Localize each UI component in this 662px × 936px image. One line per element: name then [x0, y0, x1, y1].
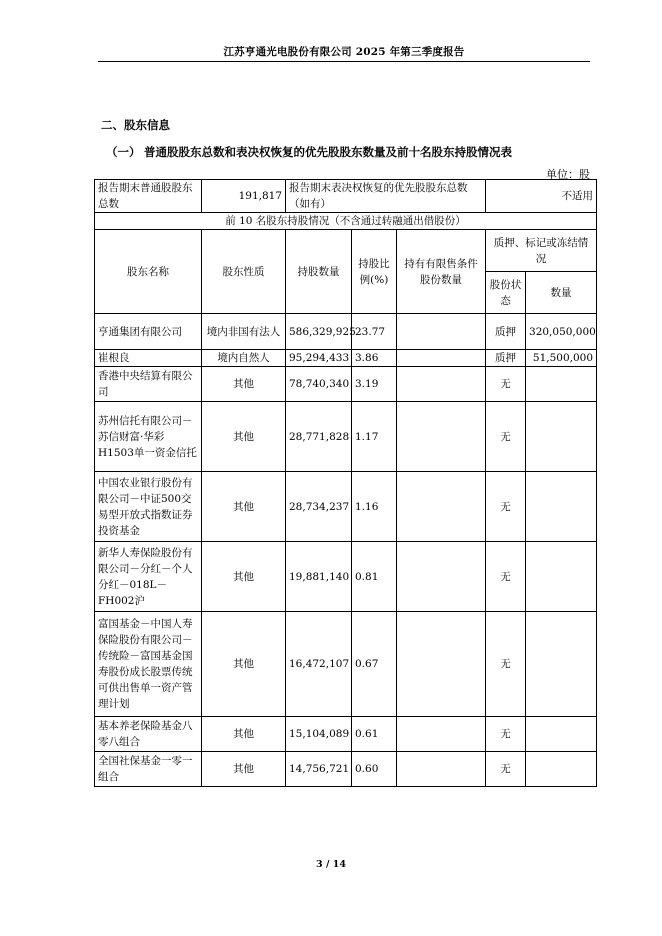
row-qty [526, 612, 597, 717]
subsection-number: （一） [106, 145, 141, 159]
row-shares: 14,756,721 [286, 752, 352, 787]
row-shares: 19,881,140 [286, 542, 352, 612]
row-nature: 境内非国有法人 [202, 314, 286, 350]
row-name: 亨通集团有限公司 [95, 314, 202, 350]
table-row [95, 752, 597, 787]
row-ratio: 0.81 [352, 542, 397, 612]
row-restricted [397, 350, 486, 367]
row-nature: 其他 [202, 717, 286, 752]
row-status: 无 [486, 402, 526, 472]
row-status: 质押 [486, 314, 526, 350]
summary-row [95, 180, 597, 213]
table-row [95, 542, 597, 612]
row-nature: 其他 [202, 402, 286, 472]
row-status: 无 [486, 542, 526, 612]
row-shares: 586,329,925 [286, 314, 352, 350]
header-divider [98, 61, 590, 62]
row-ratio: 1.17 [352, 402, 397, 472]
col-header-shares: 持股数量 [286, 230, 352, 314]
top10-caption: 前 10 名股东持股情况（不含通过转融通出借股份） [95, 213, 597, 230]
table-row [95, 717, 597, 752]
row-status: 无 [486, 612, 526, 717]
row-restricted [397, 542, 486, 612]
row-restricted [397, 752, 486, 787]
row-status: 质押 [486, 350, 526, 367]
row-qty [526, 402, 597, 472]
subsection-title [106, 144, 512, 160]
col-header-nature: 股东性质 [202, 230, 286, 314]
table-row [95, 472, 597, 542]
shareholder-table [94, 179, 597, 787]
preferred-holders-label: 报告期末表决权恢复的优先股股东总数（如有） [286, 180, 486, 213]
col-header-pledge: 质押、标记或冻结情况 [486, 230, 597, 272]
row-qty [526, 472, 597, 542]
row-name: 基本养老保险基金八零八组合 [95, 717, 202, 752]
row-ratio: 23.77 [352, 314, 397, 350]
caption-row [95, 213, 597, 230]
row-restricted [397, 717, 486, 752]
row-ratio: 0.67 [352, 612, 397, 717]
row-nature: 其他 [202, 542, 286, 612]
row-status: 无 [486, 717, 526, 752]
row-name: 苏州信托有限公司－苏信财富·华彩H1503单一资金信托 [95, 402, 202, 472]
row-restricted [397, 314, 486, 350]
row-name: 新华人寿保险股份有限公司－分红－个人分红－018L－FH002沪 [95, 542, 202, 612]
preferred-holders-value: 不适用 [486, 180, 597, 213]
table-row [95, 350, 597, 367]
col-header-pledge-qty: 数量 [526, 272, 597, 314]
row-restricted [397, 472, 486, 542]
total-holders-value: 191,817 [202, 180, 286, 213]
row-qty [526, 367, 597, 402]
total-holders-label: 报告期末普通股股东总数 [95, 180, 202, 213]
table-row [95, 402, 597, 472]
row-nature: 其他 [202, 472, 286, 542]
row-shares: 16,472,107 [286, 612, 352, 717]
report-header: 江苏亨通光电股份有限公司 2025 年第三季度报告 [223, 46, 465, 58]
page-number: 3 / 14 [316, 859, 346, 870]
row-ratio: 1.16 [352, 472, 397, 542]
col-header-restricted: 持有有限售条件股份数量 [397, 230, 486, 314]
table-row [95, 612, 597, 717]
row-name: 全国社保基金一零一组合 [95, 752, 202, 787]
row-shares: 28,771,828 [286, 402, 352, 472]
section-title: 二、股东信息 [101, 118, 170, 132]
row-qty [526, 542, 597, 612]
row-status: 无 [486, 472, 526, 542]
row-qty: 51,500,000 [526, 350, 597, 367]
row-ratio: 0.60 [352, 752, 397, 787]
row-nature: 其他 [202, 752, 286, 787]
table-row [95, 367, 597, 402]
row-nature: 其他 [202, 612, 286, 717]
col-header-ratio: 持股比例(%) [352, 230, 397, 314]
col-header-pledge-status: 股份状态 [486, 272, 526, 314]
row-ratio: 0.61 [352, 717, 397, 752]
subsection-text: 普通股股东总数和表决权恢复的优先股股东数量及前十名股东持股情况表 [144, 145, 512, 159]
row-name: 中国农业银行股份有限公司－中证500交易型开放式指数证券投资基金 [95, 472, 202, 542]
row-qty [526, 717, 597, 752]
row-shares: 78,740,340 [286, 367, 352, 402]
row-shares: 15,104,089 [286, 717, 352, 752]
row-qty: 320,050,000 [526, 314, 597, 350]
row-restricted [397, 367, 486, 402]
row-nature: 其他 [202, 367, 286, 402]
row-ratio: 3.86 [352, 350, 397, 367]
row-nature: 境内自然人 [202, 350, 286, 367]
unit-label: 单位：股 [546, 168, 590, 181]
row-name: 香港中央结算有限公司 [95, 367, 202, 402]
row-status: 无 [486, 367, 526, 402]
row-status: 无 [486, 752, 526, 787]
column-header-row [95, 230, 597, 272]
table-row [95, 314, 597, 350]
row-restricted [397, 402, 486, 472]
row-restricted [397, 612, 486, 717]
col-header-name: 股东名称 [95, 230, 202, 314]
row-shares: 95,294,433 [286, 350, 352, 367]
row-qty [526, 752, 597, 787]
row-ratio: 3.19 [352, 367, 397, 402]
row-name: 崔根良 [95, 350, 202, 367]
row-name: 富国基金－中国人寿保险股份有限公司－传统险－富国基金国寿股份成长股票传统可供出售单一资产管理计划 [95, 612, 202, 717]
row-shares: 28,734,237 [286, 472, 352, 542]
